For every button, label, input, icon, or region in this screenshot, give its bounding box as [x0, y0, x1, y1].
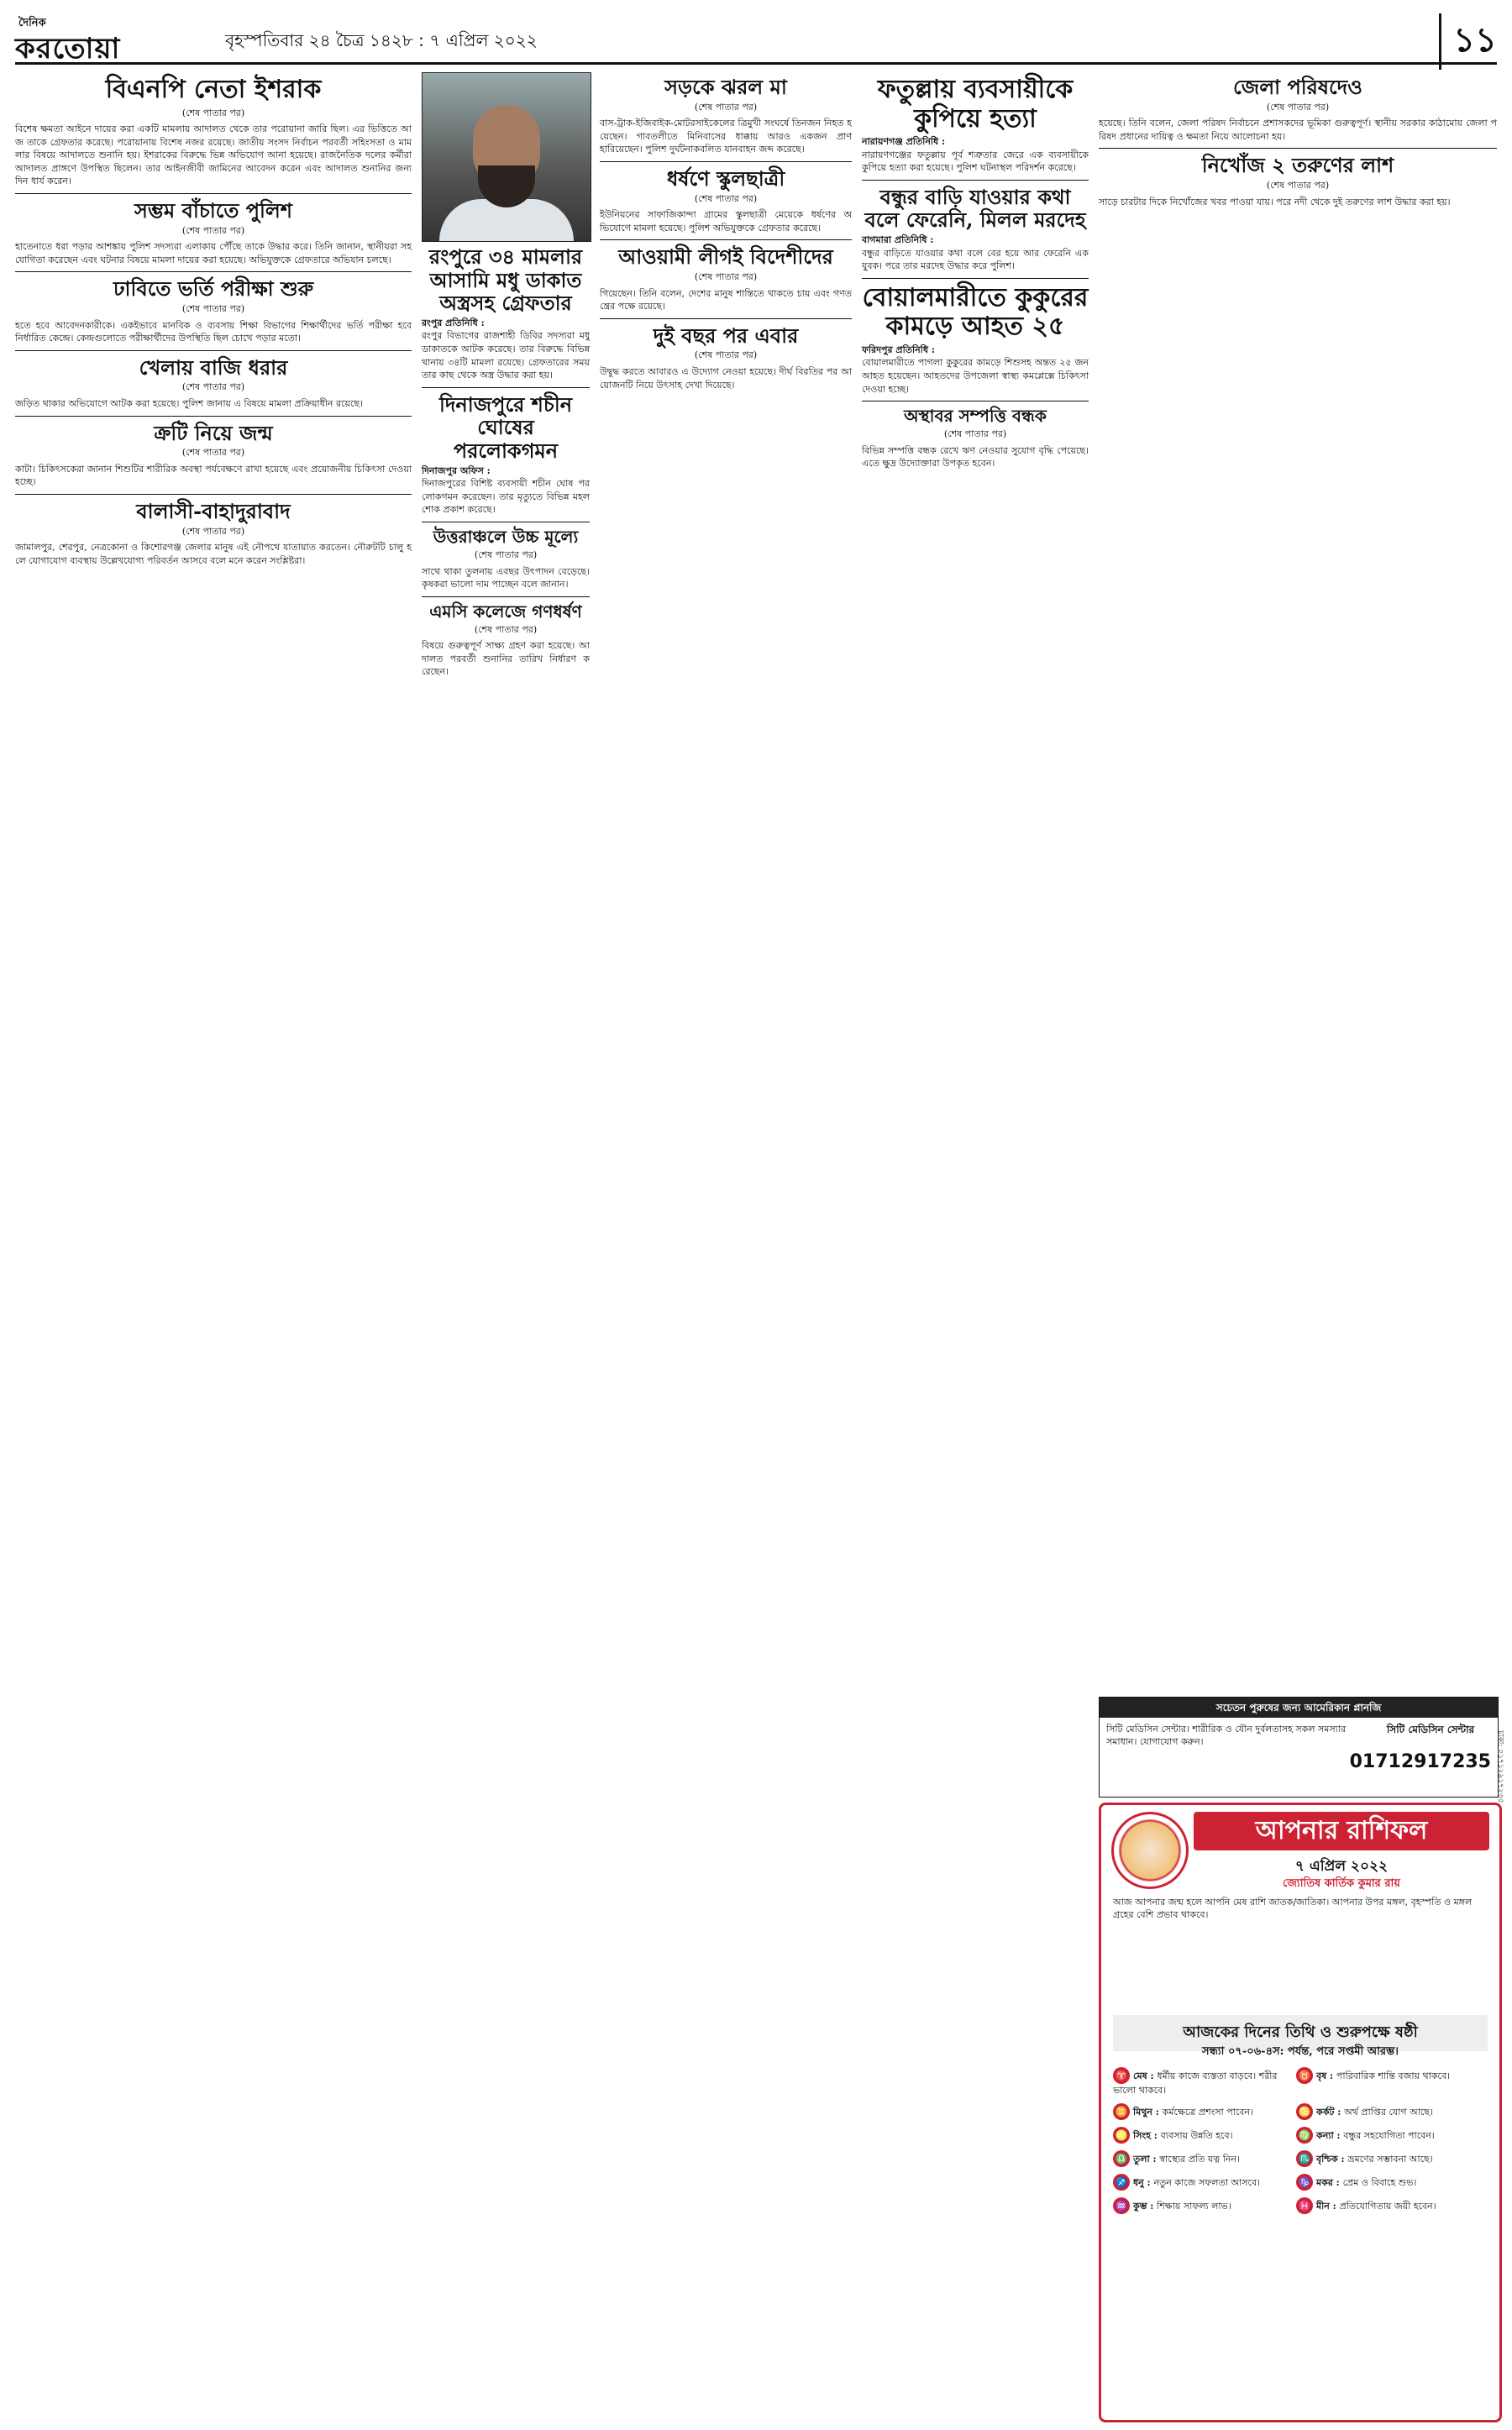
- divider: [422, 387, 590, 388]
- zodiac-sign-name: মেষ :: [1133, 2070, 1158, 2081]
- zodiac-symbol-icon: ♐: [1113, 2174, 1130, 2191]
- tithi-time: সন্ধ্যা ০৭-০৬-৪স: পর্যন্ত, পরে সপ্তমী আরম্ভ।: [1202, 2045, 1399, 2058]
- divider: [15, 193, 412, 194]
- zodiac-symbol-icon: ♒: [1113, 2197, 1130, 2214]
- article-body-asthabar: বিভিন্ন সম্পত্তি বন্ধক রেখে ঋণ নেওয়ার সুযোগ বৃদ্ধি পেয়েছে। এতে ক্ষুদ্র উদ্যোক্তারা উপকৃত হবেন।: [862, 444, 1089, 470]
- zodiac-sign-name: তুলা :: [1133, 2154, 1160, 2165]
- divider: [15, 416, 412, 417]
- headline-dui: দুই বছর পর এবার: [653, 323, 799, 348]
- zodiac-sign-name: সিংহ :: [1133, 2130, 1161, 2141]
- article-body-dinajpur: দিনাজপুরের বিশিষ্ট ব্যবসায়ী শচীন ঘোষ পরলোকগমন করেছেন। তার মৃত্যুতে বিভিন্ন মহল শোক প্রকাশ করেছে।: [422, 478, 590, 516]
- continuation-note: (শেষ পাতার পর): [694, 349, 758, 361]
- divider: [15, 494, 412, 495]
- zodiac-sign-text: নতুন কাজে সফলতা আসবে।: [1153, 2177, 1260, 2188]
- zodiac-sign-item: [1113, 2103, 1296, 2120]
- zodiac-sign-item: [1296, 2197, 1479, 2214]
- ad-banner: সচেতন পুরুষের জন্য আমেরিকান প্লানজি: [1100, 1698, 1498, 1718]
- headline-jela: জেলা পরিষদেও: [1233, 75, 1362, 99]
- article-body-khela: জড়িত থাকার অভিযোগে আটক করা হয়েছে। পুলিশ জানায় এ বিষয়ে মামলা প্রক্রিয়াধীন রয়েছে।: [15, 398, 363, 409]
- headline-dinajpur: দিনাজপুরে শচীন ঘোষের পরলোকগমন: [438, 391, 573, 463]
- zodiac-sign-name: কর্কট :: [1316, 2107, 1345, 2118]
- zodiac-sign-name: কন্যা :: [1316, 2130, 1344, 2141]
- divider: [600, 239, 852, 240]
- column-4: [862, 72, 1089, 470]
- article-body-dui: উদ্বুদ্ধ করতে আবারও এ উদ্যোগ নেওয়া হয়েছে। দীর্ঘ বিরতির পর আয়োজনটি নিয়ে উৎসাহ দেখা দিয়েছে।: [600, 365, 852, 391]
- byline-boalmari: ফরিদপুর প্রতিনিধি :: [862, 344, 935, 355]
- divider: [1099, 148, 1497, 149]
- divider: [862, 180, 1089, 181]
- zodiac-sign-text: কর্মক্ষেত্রে প্রশংসা পাবেন।: [1162, 2107, 1253, 2118]
- article-body-sarak: বাস-ট্রাক-ইজিবাইক-মোটরসাইকেলের ত্রিমুখী সংঘর্ষে তিনজন নিহত হয়েছেন। গাবতলীতে মিনিবাসের ধাক্কায় আরও একজন প্রাণ হারিয়েছেন। পুলিশ দুর্ঘটনাকবলিত যানবাহন জব্দ করেছে।: [600, 118, 852, 155]
- continuation-note: (শেষ পাতার পর): [694, 192, 758, 204]
- zodiac-sign-name: বৃষ :: [1316, 2070, 1336, 2081]
- zodiac-symbol-icon: ♑: [1296, 2174, 1313, 2191]
- article-body-awami: গিয়েছেন। তিনি বলেন, দেশের মানুষ শান্তিতে থাকতে চায় এবং গণতন্ত্রের পক্ষে রয়েছে।: [600, 287, 852, 312]
- continuation-note: (শেষ পাতার পর): [474, 623, 538, 635]
- tithi-title: আজকের দিনের তিথি ও শুরুপক্ষে ষষ্ঠী: [1113, 2015, 1488, 2051]
- zodiac-sign-name: মকর :: [1316, 2177, 1343, 2188]
- article-body-balasi: জামালপুর, শেরপুর, নেত্রকোনা ও কিশোরগঞ্জ জেলার মানুষ এই নৌপথে যাতায়াত করতেন। নৌরুটটি চালু হলে যোগাযোগ ব্যবস্থায় উল্লেখযোগ্য পরিবর্তন আসবে বলে মনে করেন সংশ্লিষ্টরা।: [15, 542, 412, 566]
- continuation-note: (শেষ পাতার পর): [181, 224, 245, 236]
- byline-rangpur: রংপুর প্রতিনিধি :: [422, 317, 485, 328]
- continuation-note: (শেষ পাতার পর): [181, 381, 245, 393]
- zodiac-symbol-icon: ♌: [1113, 2127, 1130, 2144]
- article-body-bhaban: হাতেনাতে ধরা পড়ার আশঙ্কায় পুলিশ সদস্যরা এলাকায় পৌঁছে তাকে উদ্ধার করে। তিনি জানান, স্থানীয়রা সহযোগিতা করেছেন এবং ঘটনার বিষয়ে মামলা দায়ের করা হয়েছে। অভিযুক্তকে গ্রেফতারে অভিযান চলছে।: [15, 241, 412, 265]
- article-body-dharshan: ইউনিয়নের সাফাজিকান্দা গ্রামের স্কুলছাত্রী মেয়েকে ধর্ষণের অভিযোগে মামলা হয়েছে। পুলিশ অভিযুক্তকে গ্রেফতার করেছে।: [600, 209, 852, 234]
- continuation-note: (শেষ পাতার পর): [943, 428, 1007, 440]
- headline-asthabar: অস্থাবর সম্পত্তি বন্ধক: [904, 406, 1047, 427]
- continuation-note: (শেষ পাতার পর): [181, 447, 245, 459]
- zodiac-sign-text: অর্থ প্রাপ্তির যোগ আছে।: [1344, 2107, 1433, 2118]
- article-body-nikhoj: সাড়ে চারটার দিকে নিখোঁজের খবর পাওয়া যায়। পরে নদী থেকে দুই তরুণের লাশ উদ্ধার করা হয়।: [1099, 196, 1451, 207]
- article-body-ishraq: বিশেষ ক্ষমতা আইনে দায়ের করা একটি মামলায় আদালত থেকে তার পরোয়ানা জারি ছিল। এর ভিত্তিতে আজ তাকে গ্রেফতার করেছে। পরোয়ানায় বিশেষ নজর রয়েছে। জাতীয় সংসদ নির্বাচন পরবর্তী সহিংসতা ও মামলার বিষয়ে আদালতে শুনানি হয়। ইশরাকের বিরুদ্ধে ভিন্ন অভিযোগ আনা হয়েছে। রাজনৈতিক দলের কর্মীরা আদালত প্রাঙ্গণে উপস্থিত ছিলেন। তার আইনজীবী জামিনের আবেদন করেন এবং আদালত শুনানির জন্য দিন ধার্য করেন।: [15, 123, 412, 187]
- suspect-photo: [422, 72, 591, 242]
- horoscope-intro: আজ আপনার জন্ম হলে আপনি মেষ রাশি জাতক/জাতিকা। আপনার উপর মঙ্গল, বৃহস্পতি ও মঙ্গল গ্রহের বেশি প্রভাব থাকবে।: [1113, 1897, 1473, 1920]
- ad-phone: 01712917235: [1349, 1751, 1491, 1772]
- zodiac-symbol-icon: ♓: [1296, 2197, 1313, 2214]
- masthead: [15, 12, 1497, 65]
- newspaper-logo: [15, 15, 208, 66]
- side-note: চাকা: ০১৭১২৯১৭২৩৫: [1496, 1730, 1504, 1803]
- article-body-dhaka: হতে হবে আবেদনকারীকে। একইভাবে মানবিক ও ব্যবসায় শিক্ষা বিভাগের শিক্ষার্থীদের ভর্তি পরীক্ষা হবে নির্ধারিত কেন্দ্রে। কেন্দ্রগুলোতে পরীক্ষার্থীদের উপস্থিতি ছিল চোখে পড়ার মতো।: [15, 319, 412, 344]
- zodiac-sign-name: মীন :: [1316, 2201, 1340, 2212]
- zodiac-sign-item: [1113, 2150, 1296, 2167]
- headline-sarak: সড়কে ঝরল মা: [664, 75, 787, 99]
- byline-fatulla: নারায়ণগঞ্জ প্রতিনিধি :: [862, 136, 946, 147]
- zodiac-symbol-icon: ♋: [1296, 2103, 1313, 2120]
- column-1: [15, 72, 412, 567]
- zodiac-symbol-icon: ♊: [1113, 2103, 1130, 2120]
- zodiac-sign-item: [1296, 2067, 1479, 2084]
- zodiac-sign-name: কুম্ভ :: [1133, 2201, 1158, 2212]
- article-body-bondhu: বন্ধুর বাড়িতে যাওয়ার কথা বলে বের হয়ে আর ফেরেনি এক যুবক। পরে তার মরদেহ উদ্ধার করে পুলিশ।: [862, 247, 1089, 272]
- article-body-mc: বিষয়ে গুরুত্বপূর্ণ সাক্ষ্য গ্রহণ করা হয়েছে। আদালত পরবর্তী শুনানির তারিখ নির্ধারণ করেছেন।: [422, 640, 590, 678]
- zodiac-sign-item: [1296, 2127, 1479, 2144]
- zodiac-sign-item: [1113, 2067, 1296, 2097]
- divider: [600, 318, 852, 319]
- zodiac-symbol-icon: ♉: [1296, 2067, 1313, 2084]
- zodiac-wheel-icon: [1111, 1812, 1189, 1889]
- divider: [862, 278, 1089, 279]
- logo-big: করতোয়া: [15, 32, 121, 66]
- zodiac-sign-text: স্বাস্থ্যের প্রতি যত্ন নিন।: [1159, 2154, 1240, 2165]
- article-body-shishu: কাটা। চিকিৎসকেরা জানান শিশুটির শারীরিক অবস্থা পর্যবেক্ষণে রাখা হয়েছে এবং প্রয়োজনীয় চিকিৎসা দেওয়া হচ্ছে।: [15, 463, 412, 488]
- dateline: বৃহস্পতিবার ২৪ চৈত্র ১৪২৮ : ৭ এপ্রিল ২০২২: [225, 30, 538, 50]
- zodiac-sign-text: বন্ধুর সহযোগিতা পাবেন।: [1343, 2130, 1435, 2141]
- divider: [862, 401, 1089, 402]
- continuation-note: (শেষ পাতার পর): [181, 107, 245, 118]
- continuation-note: (শেষ পাতার পর): [1266, 101, 1330, 113]
- article-body-boalmari: বোয়ালমারীতে পাগলা কুকুরের কামড়ে শিশুসহ অন্তত ২৫ জন আহত হয়েছেন। আহতদের উপজেলা স্বাস্থ্য কমপ্লেক্সে চিকিৎসা দেওয়া হচ্ছে।: [862, 357, 1089, 395]
- zodiac-sign-item: [1113, 2174, 1296, 2191]
- headline-fatulla: ফতুল্লায় ব্যবসায়ীকে কুপিয়ে হত্যা: [877, 75, 1074, 134]
- zodiac-symbol-icon: ♎: [1113, 2150, 1130, 2167]
- headline-dhaka: ঢাবিতে ভর্তি পরীক্ষা শুরু: [113, 276, 314, 302]
- headline-bondhu: বন্ধুর বাড়ি যাওয়ার কথা বলে ফেরেনি, মিলল মরদেহ: [864, 184, 1086, 233]
- column-5: [1099, 72, 1497, 208]
- zodiac-sign-text: ব্যবসায় উন্নতি হবে।: [1160, 2130, 1233, 2141]
- continuation-note: (শেষ পাতার পর): [694, 270, 758, 282]
- zodiac-sign-text: ভ্রমণের সম্ভাবনা আছে।: [1347, 2154, 1433, 2165]
- horoscope-title: আপনার রাশিফল: [1194, 1812, 1489, 1850]
- zodiac-sign-item: [1296, 2150, 1479, 2167]
- zodiac-sign-text: প্রতিযোগিতায় জয়ী হবেন।: [1339, 2201, 1436, 2212]
- headline-khela: খেলায় বাজি ধরার: [139, 354, 288, 380]
- headline-shishu: ক্রটি নিয়ে জন্ম: [154, 420, 273, 445]
- zodiac-sign-text: ধর্মীয় কাজে ব্যস্ততা বাড়বে। শরীর ভালো থাকবে।: [1113, 2070, 1278, 2096]
- zodiac-sign-item: [1113, 2127, 1296, 2144]
- byline-bondhu: বাগমারা প্রতিনিধি :: [862, 234, 934, 245]
- article-body-fatulla: নারায়ণগঞ্জের ফতুল্লায় পূর্ব শত্রুতার জেরে এক ব্যবসায়ীকে কুপিয়ে হত্যা করা হয়েছে। পুলিশ ঘটনাস্থল পরিদর্শন করেছে।: [862, 149, 1089, 174]
- zodiac-sign-text: প্রেম ও বিবাহে শুভ।: [1342, 2177, 1417, 2188]
- zodiac-sign-text: শিক্ষায় সাফল্য লাভ।: [1157, 2201, 1231, 2212]
- horoscope-date: ৭ এপ্রিল ২০২২: [1294, 1858, 1389, 1875]
- headline-ishraq: বিএনপি নেতা ইশরাক: [105, 75, 322, 104]
- divider: [422, 596, 590, 597]
- byline-dinajpur: দিনাজপুর অফিস :: [422, 464, 491, 476]
- headline-boalmari: বোয়ালমারীতে কুকুরের কামড়ে আহত ২৫: [862, 282, 1089, 342]
- zodiac-sign-text: পারিবারিক শান্তি বজায় থাকবে।: [1336, 2070, 1451, 2081]
- zodiac-symbol-icon: ♈: [1113, 2067, 1130, 2084]
- headline-nikhoj: নিখোঁজ ২ তরুণের লাশ: [1201, 153, 1394, 178]
- column-2: [422, 72, 590, 679]
- divider: [15, 271, 412, 272]
- zodiac-sign-item: [1113, 2197, 1296, 2214]
- horoscope-author: জ্যোতিষ কার্তিক কুমার রায়: [1283, 1877, 1400, 1890]
- ad-center-name: সিটি মেডিসিন সেন্টার: [1386, 1724, 1475, 1735]
- headline-dharshan: ধর্ষণে স্কুলছাত্রী: [666, 165, 785, 191]
- article-body-jela: হয়েছে। তিনি বলেন, জেলা পরিষদ নির্বাচনে প্রশাসকদের ভূমিকা গুরুত্বপূর্ণ। স্থানীয় সরকার কাঠামোয় জেলা পরিষদ প্রধানের দায়িত্ব ও ক্ষমতা নিয়ে আলোচনা হয়।: [1099, 118, 1497, 142]
- zodiac-sign-name: ধনু :: [1133, 2177, 1154, 2188]
- continuation-note: (শেষ পাতার পর): [694, 101, 758, 113]
- zodiac-sign-item: [1296, 2174, 1479, 2191]
- headline-awami: আওয়ামী লীগই বিদেশীদের: [618, 244, 833, 270]
- article-body-rangpur: রংপুর বিভাগের রাজশাহী ডিবির সদস্যরা মধু ডাকাতকে আটক করেছে। তার বিরুদ্ধে বিভিন্ন থানায় ৩৪টি মামলা রয়েছে। গ্রেফতারের সময় তার কাছ থেকে অস্ত্র উদ্ধার করা হয়।: [422, 330, 590, 381]
- zodiac-sign-item: [1296, 2103, 1479, 2120]
- medicine-advertisement: [1099, 1697, 1499, 1798]
- article-body-uttarbanga: সাথে থাকা তুলনায় এবছর উৎপাদন বেড়েছে। কৃষকরা ভালো দাম পাচ্ছেন বলে জানান।: [422, 565, 590, 590]
- zodiac-sign-name: বৃশ্চিক :: [1316, 2154, 1348, 2165]
- continuation-note: (শেষ পাতার পর): [181, 303, 245, 315]
- logo-small: দৈনিক: [18, 17, 46, 29]
- continuation-note: (শেষ পাতার পর): [474, 548, 538, 560]
- continuation-note: (শেষ পাতার পর): [1266, 179, 1330, 191]
- zodiac-sign-name: মিথুন :: [1133, 2107, 1163, 2118]
- page-number: ১১: [1439, 13, 1497, 70]
- headline-bhaban: সম্ভম বাঁচাতে পুলিশ: [134, 198, 292, 223]
- headline-uttarbanga: উত্তরাঞ্চলে উচ্চ মূল্যে: [433, 526, 579, 547]
- headline-rangpur: রংপুরে ৩৪ মামলার আসামি মধু ডাকাত অস্ত্রসহ গ্রেফতার: [428, 244, 583, 316]
- column-3: [600, 72, 852, 391]
- headline-balasi: বালাসী-বাহাদুরাবাদ: [136, 498, 291, 523]
- divider: [600, 161, 852, 162]
- zodiac-symbol-icon: ♍: [1296, 2127, 1313, 2144]
- zodiac-sign-list: [1113, 2067, 1488, 2221]
- zodiac-symbol-icon: ♏: [1296, 2150, 1313, 2167]
- horoscope-section: [1099, 1803, 1502, 2422]
- ad-text: সিটি মেডিসিন সেন্টার। শারীরিক ও যৌন দুর্বলতাসহ সকল সমস্যার সমাধান। যোগাযোগ করুন।: [1106, 1724, 1347, 1747]
- headline-mc: এমসি কলেজে গণধর্ষণ: [429, 601, 582, 622]
- continuation-note: (শেষ পাতার পর): [181, 525, 245, 537]
- divider: [15, 350, 412, 351]
